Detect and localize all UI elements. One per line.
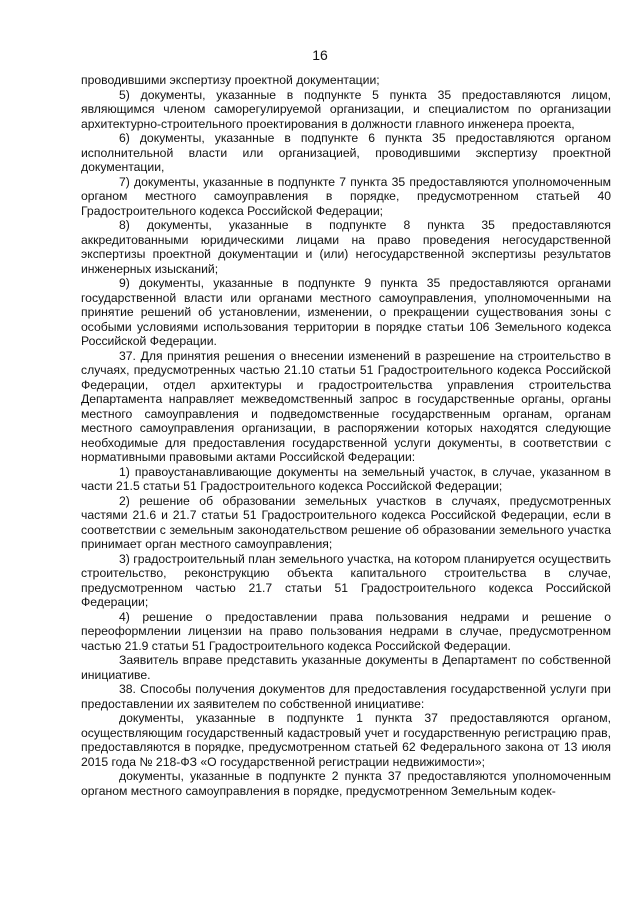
paragraph: 7) документы, указанные в подпункте 7 пункта 35 предоставляются уполномоченным органом местного самоуправления в порядке, предусмотренном статьей 40 Градостроительного кодекса Российской Федерации; (81, 174, 611, 218)
paragraph: 9) документы, указанные в подпункте 9 пункта 35 предоставляются органами государственной власти или органами местного самоуправления, уполномоченными на принятие решений об установлении, изменении, о прекращении существования зоны с особыми условиями использования территории в порядке статьи 106 Земельного кодекса Российской Федерации. (81, 276, 611, 348)
paragraph: проводившими экспертизу проектной документации; (81, 73, 380, 87)
paragraph: 38. Способы получения документов для предоставления государственной услуги при предоставлении их заявителем по собственной инициативе: (81, 682, 611, 711)
paragraph: 37. Для принятия решения о внесении изменений в разрешение на строительство в случаях, предусмотренных частью 21.10 статьи 51 Градостроительного кодекса Российской Федерации, отдел архитектуры и градостроительства управления строительства Департамента направляет межведомственный запрос в государственные органы, органы местного самоуправления и подведомственные государственным органам, органам местного самоуправления организации, в распоряжении которых находятся следующие необходимые для предоставления государственной услуги документы, в соответствии с нормативными правовыми актами Российской Федерации: (81, 348, 611, 464)
page-number: 16 (312, 47, 328, 63)
paragraph: 1) правоустанавливающие документы на земельный участок, в случае, указанном в части 21.5 статьи 51 Градостроительного кодекса Российской Федерации; (81, 464, 611, 493)
paragraph: 4) решение о предоставлении права пользования недрами и решение о переоформлении лицензии на право пользования недрами в случае, предусмотренном частью 21.9 статьи 51 Градостроительного кодекса Российской Федерации. (81, 609, 611, 653)
paragraph: документы, указанные в подпункте 1 пункта 37 предоставляются органом, осуществляющим государственный кадастровый учет и государственную регистрацию прав, предоставляются в порядке, предусмотренном статьей 62 Федерального закона от 13 июля 2015 года № 218-ФЗ «О государственной регистрации недвижимости»; (81, 711, 611, 769)
paragraph: документы, указанные в подпункте 2 пункта 37 предоставляются уполномоченным органом местного самоуправления в порядке, предусмотренном Земельным кодек- (81, 769, 611, 798)
paragraph: 5) документы, указанные в подпункте 5 пункта 35 предоставляются лицом, являющимся членом саморегулируемой организации, и специалистом по организации архитектурно-строительного проектирования в должности главного инженера проекта, (81, 87, 611, 131)
document-body (81, 73, 611, 798)
paragraph: 3) градостроительный план земельного участка, на котором планируется осуществить строительство, реконструкцию объекта капитального строительства в случае, предусмотренном частью 21.7 статьи 51 Градостроительного кодекса Российской Федерации; (81, 551, 611, 609)
paragraph: 8) документы, указанные в подпункте 8 пункта 35 предоставляются аккредитованными юридическими лицами на право проведения негосударственной экспертизы проектной документации и (или) негосударственной экспертизы результатов инженерных изысканий; (81, 218, 611, 276)
paragraph: Заявитель вправе представить указанные документы в Департамент по собственной инициативе. (81, 653, 611, 682)
paragraph: 6) документы, указанные в подпункте 6 пункта 35 предоставляются органом исполнительной власти или организацией, проводившими экспертизу проектной документации, (81, 131, 611, 174)
paragraph: 2) решение об образовании земельных участков в случаях, предусмотренных частями 21.6 и 21.7 статьи 51 Градостроительного кодекса Российской Федерации, если в соответствии с земельным законодательством решение об образовании земельного участка принимает орган местного самоуправления; (81, 493, 611, 551)
